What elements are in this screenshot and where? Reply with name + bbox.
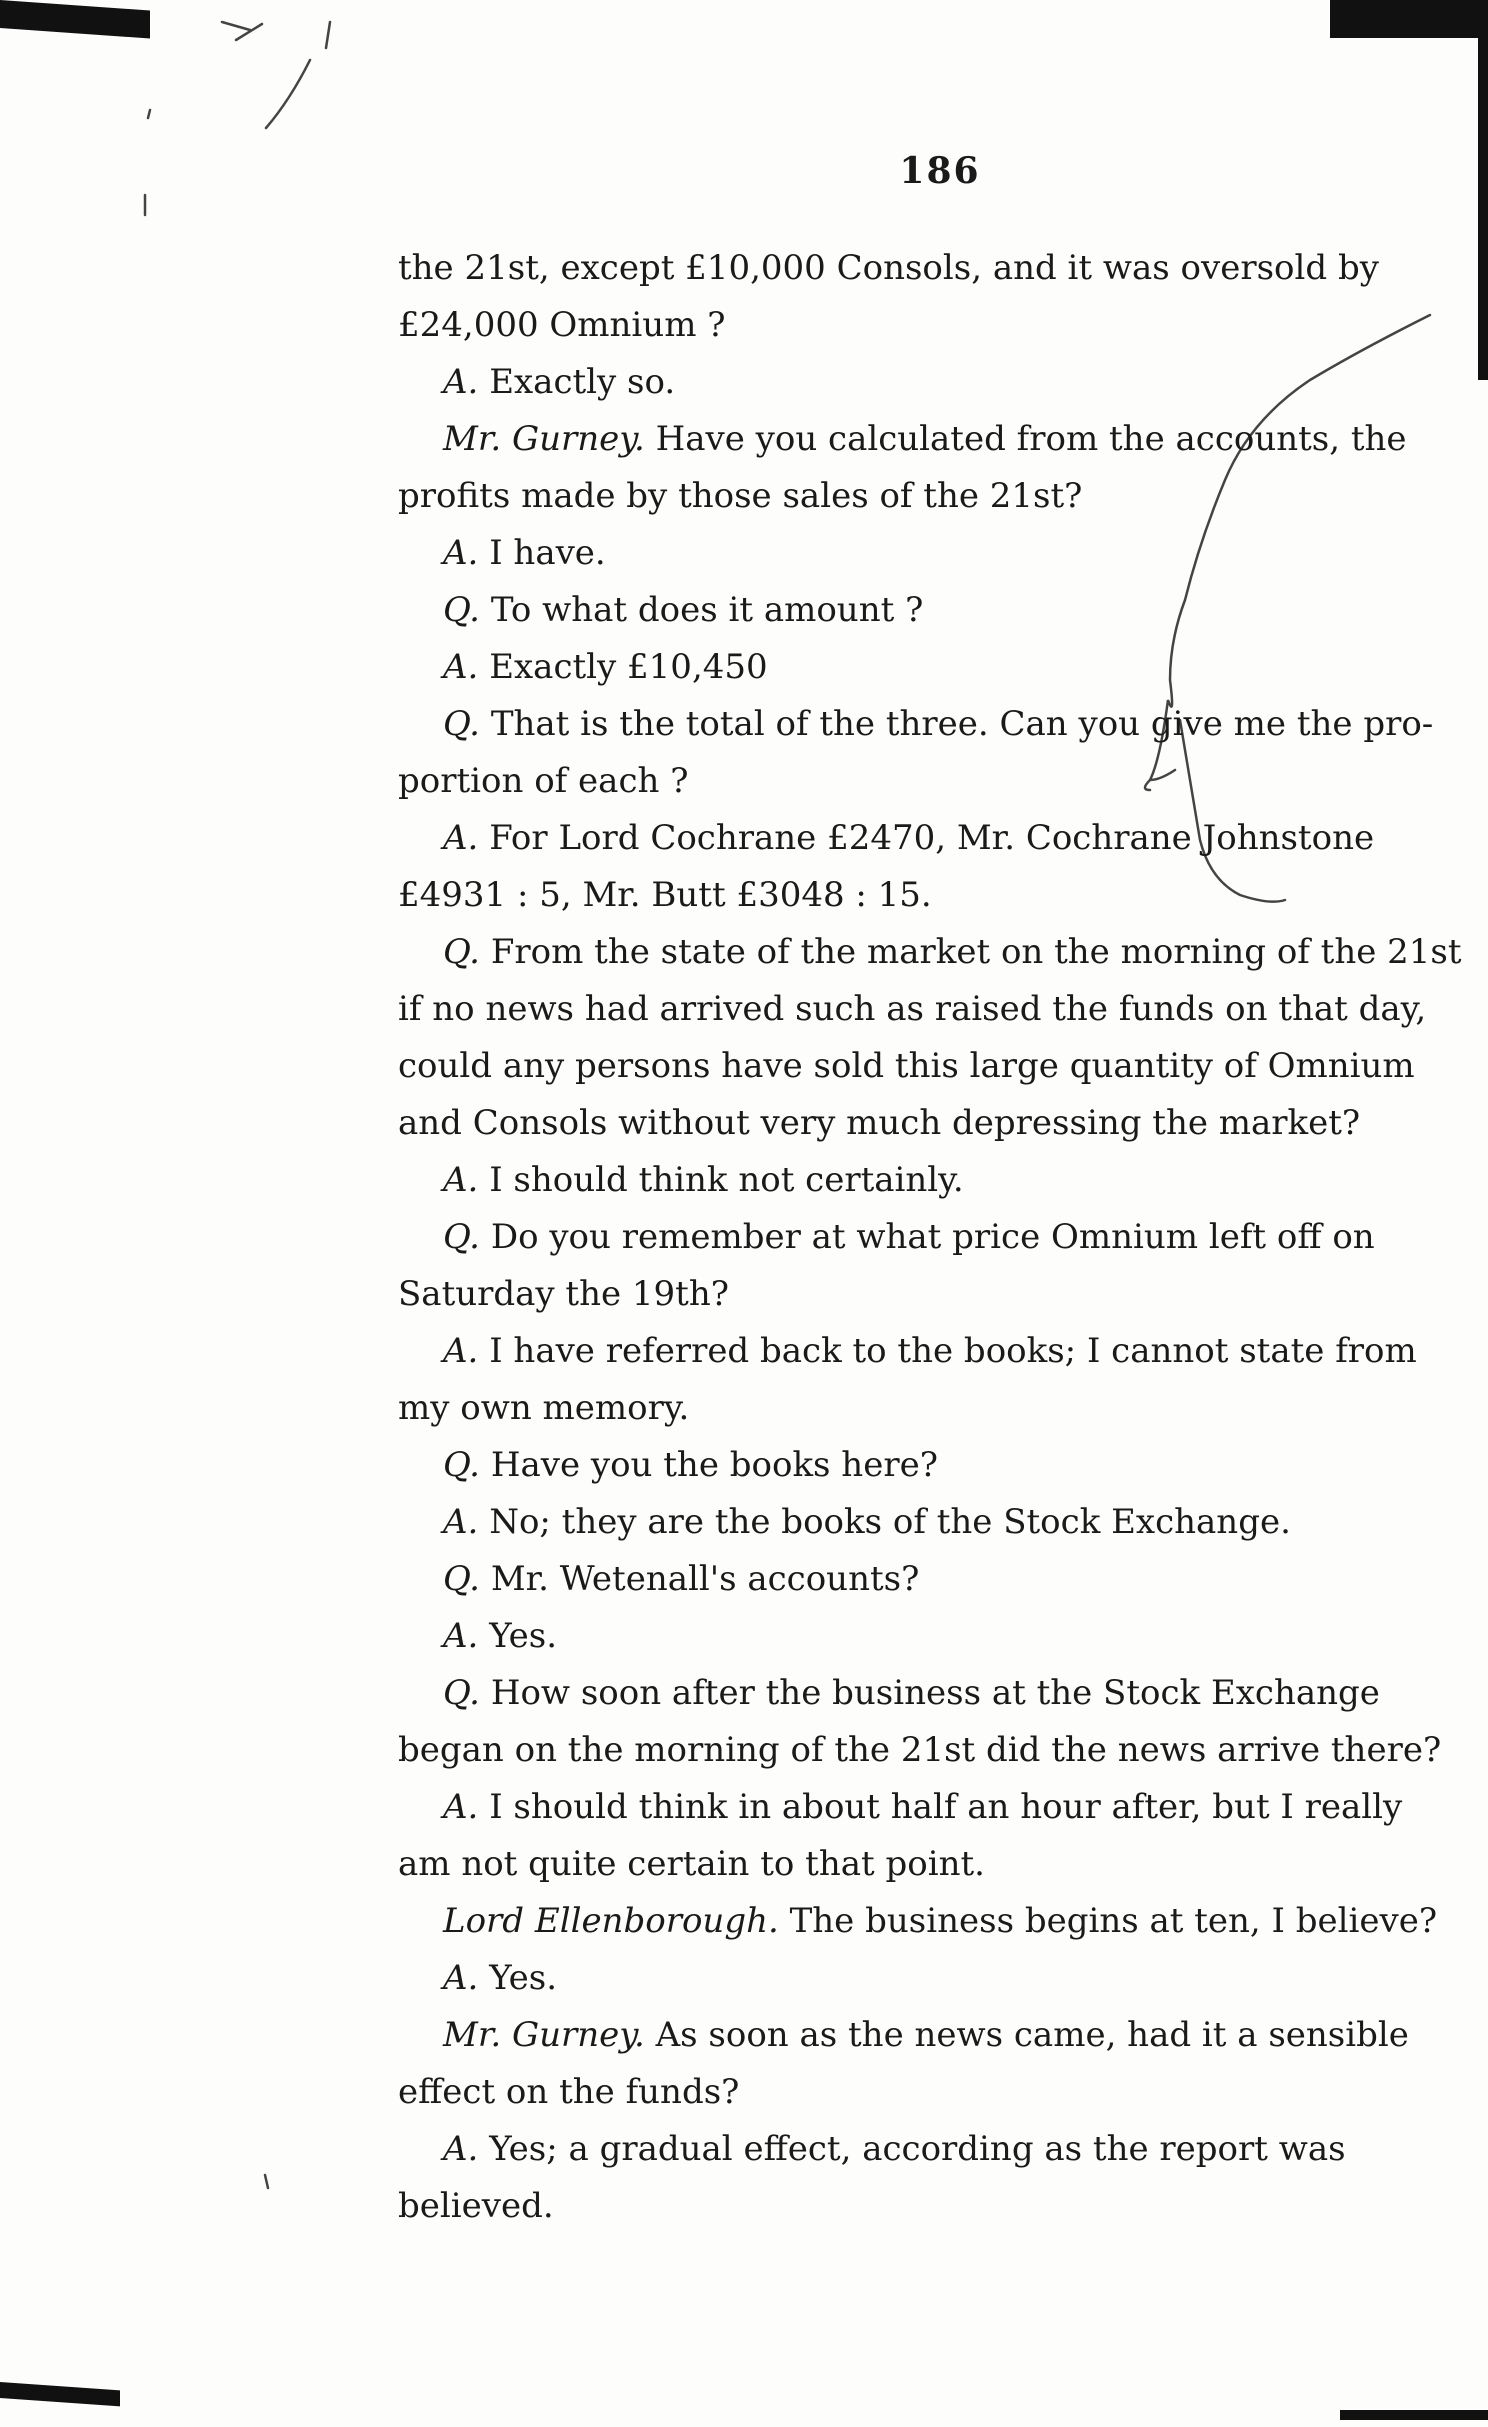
line-text: Yes. — [489, 1958, 558, 1998]
line-text: and Consols without very much depressing the market? — [398, 1103, 1361, 1143]
text-line — [398, 1836, 1468, 1893]
qa-label: A. — [443, 1160, 479, 1200]
line-text: if no news had arrived such as raised the funds on that day, — [398, 989, 1427, 1029]
qa-label: A. — [443, 362, 479, 402]
line-text: Exactly £10,450 — [489, 647, 768, 687]
line-text: How soon after the business at the Stock Exchange — [490, 1673, 1380, 1713]
text-line — [398, 354, 1468, 411]
qa-label: Q. — [443, 1673, 480, 1713]
text-line — [398, 1209, 1468, 1266]
text-line — [398, 981, 1468, 1038]
line-text: believed. — [398, 2186, 554, 2226]
line-text: Have you the books here? — [490, 1445, 938, 1485]
line-text: Exactly so. — [489, 362, 676, 402]
text-line — [398, 696, 1468, 753]
text-line — [398, 240, 1468, 297]
qa-label: A. — [443, 2129, 479, 2169]
line-text: profits made by those sales of the 21st? — [398, 476, 1083, 516]
text-line — [398, 2007, 1468, 2064]
line-text: I should think not certainly. — [489, 1160, 964, 1200]
text-line — [398, 1095, 1468, 1152]
text-line — [398, 582, 1468, 639]
text-line — [398, 1152, 1468, 1209]
page-number: 186 — [899, 150, 981, 192]
text-line — [398, 1779, 1468, 1836]
line-text: As soon as the news came, had it a sensible — [655, 2015, 1409, 2055]
bottom-left-scan-edge — [0, 2382, 120, 2406]
text-line — [398, 411, 1468, 468]
text-line — [398, 1437, 1468, 1494]
line-text: effect on the funds? — [398, 2072, 740, 2112]
text-line — [398, 2178, 1468, 2235]
qa-label: Q. — [443, 932, 480, 972]
qa-label: A. — [443, 647, 479, 687]
line-text: To what does it amount ? — [490, 590, 924, 630]
body-text — [398, 240, 1468, 2235]
line-text: £24,000 Omnium ? — [398, 305, 726, 345]
line-text: my own memory. — [398, 1388, 690, 1428]
line-text: Have you calculated from the accounts, the — [655, 419, 1407, 459]
line-text: am not quite certain to that point. — [398, 1844, 985, 1884]
text-line — [398, 1551, 1468, 1608]
qa-label: Q. — [443, 1559, 480, 1599]
text-line — [398, 525, 1468, 582]
text-line — [398, 639, 1468, 696]
text-line — [398, 2064, 1468, 2121]
line-text: Yes; a gradual effect, according as the report was — [489, 2129, 1346, 2169]
line-text: began on the morning of the 21st did the news arrive there? — [398, 1730, 1442, 1770]
qa-label: Q. — [443, 1217, 480, 1257]
text-line — [398, 1323, 1468, 1380]
speaker-label: Lord Ellenborough. — [443, 1901, 779, 1941]
right-scan-edge — [1478, 0, 1488, 380]
qa-label: A. — [443, 1502, 479, 1542]
top-right-scan-edge — [1330, 0, 1488, 38]
speaker-label: Mr. Gurney. — [443, 419, 645, 459]
qa-label: A. — [443, 1616, 479, 1656]
text-line — [398, 810, 1468, 867]
text-line — [398, 1266, 1468, 1323]
qa-label: A. — [443, 533, 479, 573]
line-text: No; they are the books of the Stock Exchange. — [489, 1502, 1291, 1542]
text-line — [398, 924, 1468, 981]
qa-label: Q. — [443, 704, 480, 744]
qa-label: Q. — [443, 590, 480, 630]
bottom-right-scan-edge — [1340, 2410, 1488, 2420]
line-text: For Lord Cochrane £2470, Mr. Cochrane Johnstone — [489, 818, 1375, 858]
text-line — [398, 1380, 1468, 1437]
text-line — [398, 1038, 1468, 1095]
text-line — [398, 468, 1468, 525]
top-left-scan-edge — [0, 0, 150, 38]
text-line — [398, 1893, 1468, 1950]
text-line — [398, 867, 1468, 924]
line-text: I have referred back to the books; I cannot state from — [489, 1331, 1417, 1371]
line-text: Yes. — [489, 1616, 558, 1656]
text-line — [398, 297, 1468, 354]
qa-label: Q. — [443, 1445, 480, 1485]
line-text: the 21st, except £10,000 Consols, and it was oversold by — [398, 248, 1379, 288]
line-text: That is the total of the three. Can you give me the pro- — [490, 704, 1434, 744]
line-text: £4931 : 5, Mr. Butt £3048 : 15. — [398, 875, 932, 915]
text-line — [398, 2121, 1468, 2178]
qa-label: A. — [443, 1787, 479, 1827]
qa-label: A. — [443, 1331, 479, 1371]
text-line — [398, 1608, 1468, 1665]
text-line — [398, 1950, 1468, 2007]
text-line — [398, 1665, 1468, 1722]
line-text: Saturday the 19th? — [398, 1274, 729, 1314]
speaker-label: Mr. Gurney. — [443, 2015, 645, 2055]
line-text: I have. — [489, 533, 606, 573]
line-text: I should think in about half an hour after, but I really — [489, 1787, 1403, 1827]
line-text: Mr. Wetenall's accounts? — [490, 1559, 920, 1599]
line-text: The business begins at ten, I believe? — [789, 1901, 1438, 1941]
text-line — [398, 1494, 1468, 1551]
line-text: could any persons have sold this large quantity of Omnium — [398, 1046, 1415, 1086]
line-text: From the state of the market on the morning of the 21st — [490, 932, 1462, 972]
text-line — [398, 1722, 1468, 1779]
qa-label: A. — [443, 818, 479, 858]
text-line — [398, 753, 1468, 810]
qa-label: A. — [443, 1958, 479, 1998]
line-text: portion of each ? — [398, 761, 689, 801]
line-text: Do you remember at what price Omnium left off on — [490, 1217, 1375, 1257]
